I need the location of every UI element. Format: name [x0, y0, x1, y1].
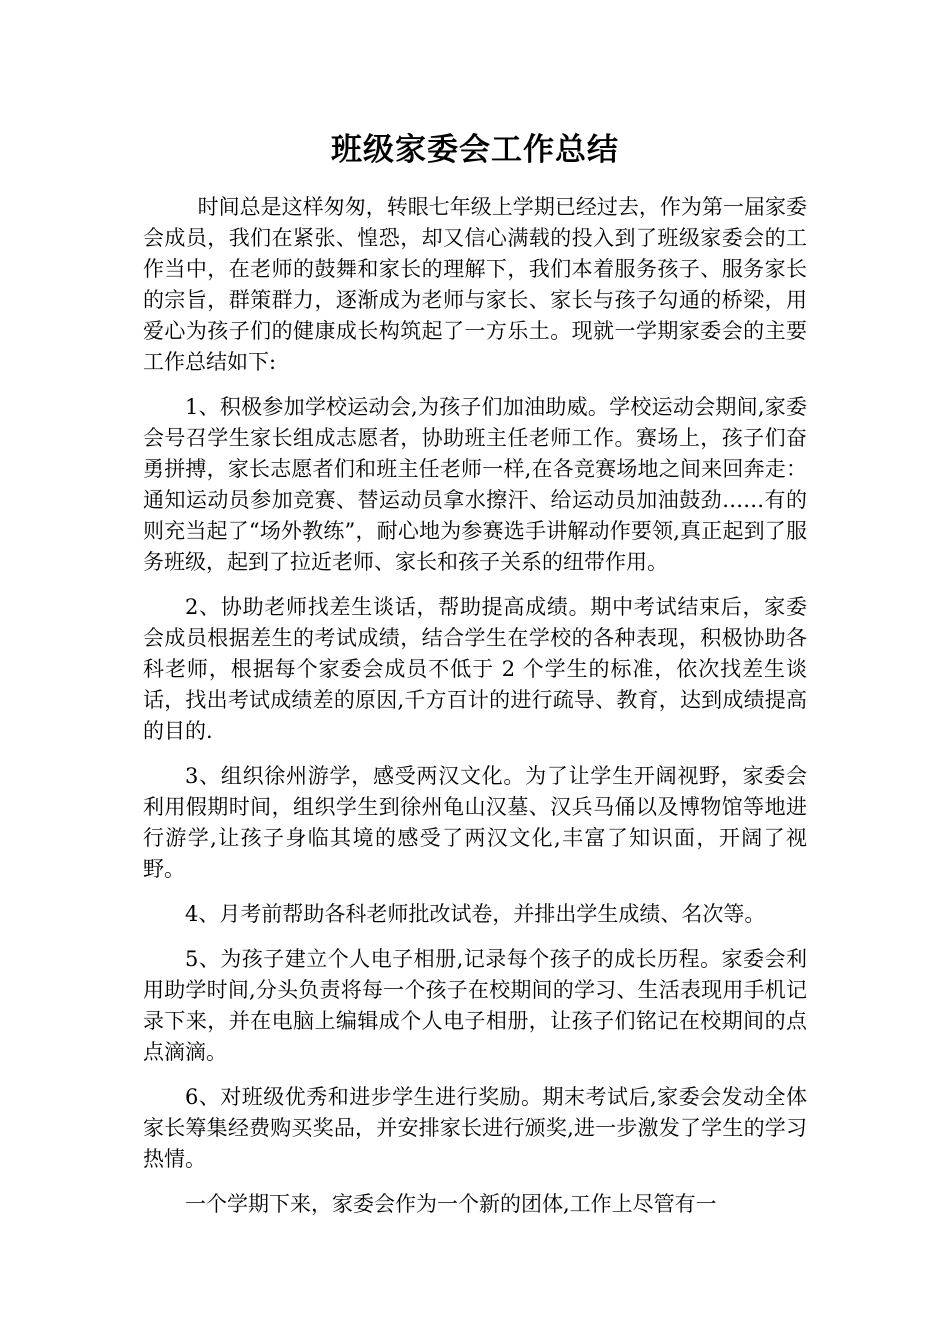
paragraph-item-5: 5、为孩子建立个人电子相册,记录每个孩子的成长历程。家委会利用助学时间,分头负责将每一个孩子在校期间的学习、生活表现用手机记录下来，并在电脑上编辑成个人电子相册，让孩子们铭记在校期间的点点滴滴。 — [143, 947, 807, 1064]
paragraph-item-4: 4、月考前帮助各科老师批改试卷，并排出学生成绩、名次等。 — [185, 902, 766, 926]
document-body — [143, 192, 807, 1234]
paragraph-item-6: 6、对班级优秀和进步学生进行奖励。期末考试后,家委会发动全体家长筹集经费购买奖品，并安排家长进行颁奖,进一步激发了学生的学习热情。 — [143, 1085, 807, 1171]
paragraph-item-3: 3、组织徐州游学，感受两汉文化。为了让学生开阔视野，家委会利用假期时间，组织学生到徐州龟山汉墓、汉兵马俑以及博物馆等地进行游学,让孩子身临其境的感受了两汉文化,丰富了知识面，开阔了视野。 — [143, 764, 807, 881]
paragraph-intro: 时间总是这样匆匆，转眼七年级上学期已经过去，作为第一届家委会成员，我们在紧张、惶恐，却又信心满载的投入到了班级家委会的工作当中，在老师的鼓舞和家长的理解下，我们本着服务孩子、服务家长的宗旨，群策群力，逐渐成为老师与家长、家长与孩子勾通的桥梁，用爱心为孩子们的健康成长构筑起了一方乐土。现就一学期家委会的主要工作总结如下: — [143, 195, 807, 374]
paragraph-conclusion: 一个学期下来，家委会作为一个新的团体,工作上尽管有一 — [185, 1192, 717, 1216]
paragraph-item-2: 2、协助老师找差生谈话，帮助提高成绩。期中考试结束后，家委会成员根据差生的考试成绩，结合学生在学校的各种表现，积极协助各科老师，根据每个家委会成员不低于 2 个学生的标准，依次找差生谈话，找出考试成绩差的原因,千方百计的进行疏导、教育，达到成绩提高的目的. — [143, 595, 807, 743]
document-title: 班级家委会工作总结 — [331, 132, 619, 168]
paragraph-item-1: 1、积极参加学校运动会,为孩子们加油助威。学校运动会期间,家委会号召学生家长组成志愿者，协助班主任老师工作。赛场上，孩子们奋勇拼搏，家长志愿者们和班主任老师一样,在各竞赛场地之间来回奔走：通知运动员参加竞赛、替运动员拿水擦汗、给运动员加油鼓劲……有的则充当起了“场外教练”，耐心地为参赛选手讲解动作要领,真正起到了服务班级，起到了拉近老师、家长和孩子关系的纽带作用。 — [143, 395, 807, 574]
